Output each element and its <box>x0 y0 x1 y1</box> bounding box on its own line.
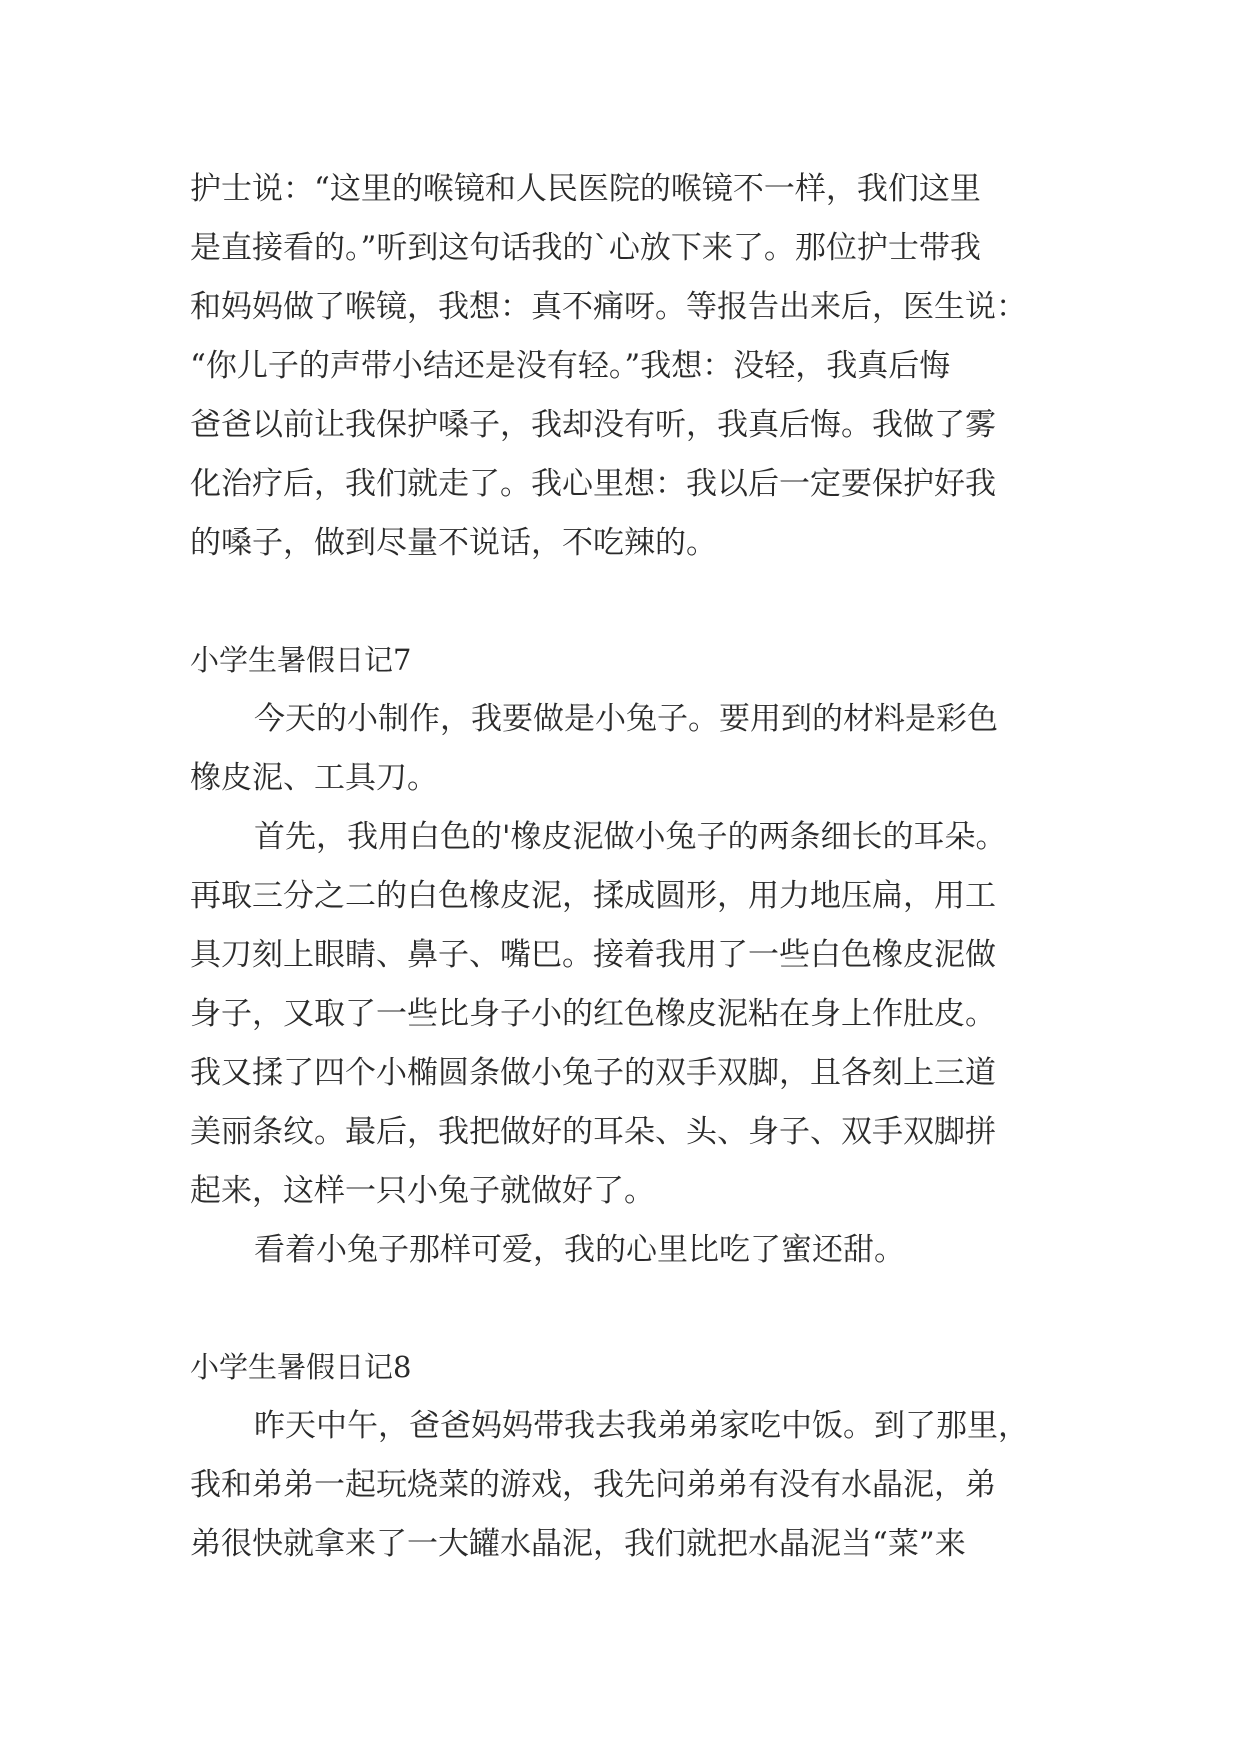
text-line: 再取三分之二的白色橡皮泥，揉成圆形，用力地压扁，用工 <box>190 878 996 914</box>
diary-7-paragraph-3 <box>190 1221 1070 1280</box>
section-gap <box>190 1280 1070 1338</box>
text-line: 化治疗后，我们就走了。我心里想：我以后一定要保护好我 <box>190 466 996 502</box>
text-line: 美丽条纹。最后，我把做好的耳朵、头、身子、双手双脚拼 <box>190 1114 996 1150</box>
text-line: 看着小兔子那样可爱，我的心里比吃了蜜还甜。 <box>254 1232 905 1268</box>
text-line: 起来，这样一只小兔子就做好了。 <box>190 1173 655 1209</box>
text-line: 的嗓子，做到尽量不说话，不吃辣的。 <box>190 525 717 561</box>
text-line: 首先，我用白色的'橡皮泥做小兔子的两条细长的耳朵。 <box>254 819 1007 855</box>
document-body <box>190 160 1070 1574</box>
text-line: 昨天中午，爸爸妈妈带我去我弟弟家吃中饭。到了那里， <box>254 1408 1029 1444</box>
diary-8-heading: 小学生暑假日记8 <box>190 1350 412 1384</box>
diary-7-heading: 小学生暑假日记7 <box>190 643 412 677</box>
text-line: 橡皮泥、工具刀。 <box>190 760 438 796</box>
text-line: 爸爸以前让我保护嗓子，我却没有听，我真后悔。我做了雾 <box>190 407 996 443</box>
diary-7-paragraph-1 <box>190 690 1070 808</box>
text-line: 今天的小制作，我要做是小兔子。要用到的材料是彩色 <box>254 701 998 737</box>
text-line: “你儿子的声带小结还是没有轻。”我想：没轻，我真后悔 <box>190 348 951 384</box>
text-line: 护士说：“这里的喉镜和人民医院的喉镜不一样，我们这里 <box>190 171 981 207</box>
diary-7-paragraph-2 <box>190 808 1070 1221</box>
text-line: 和妈妈做了喉镜，我想：真不痛呀。等报告出来后，医生说： <box>190 289 1027 325</box>
diary-8-paragraph-1 <box>190 1397 1070 1574</box>
text-line: 是直接看的。”听到这句话我的`心放下来了。那位护士带我 <box>190 230 981 266</box>
text-line: 具刀刻上眼睛、鼻子、嘴巴。接着我用了一些白色橡皮泥做 <box>190 937 996 973</box>
text-line: 身子，又取了一些比身子小的红色橡皮泥粘在身上作肚皮。 <box>190 996 996 1032</box>
text-line: 我又揉了四个小椭圆条做小兔子的双手双脚，且各刻上三道 <box>190 1055 996 1091</box>
text-line: 弟很快就拿来了一大罐水晶泥，我们就把水晶泥当“菜”来 <box>190 1526 966 1562</box>
section-gap <box>190 573 1070 631</box>
text-line: 我和弟弟一起玩烧菜的游戏，我先问弟弟有没有水晶泥，弟 <box>190 1467 996 1503</box>
paragraph-continued <box>190 160 1070 573</box>
